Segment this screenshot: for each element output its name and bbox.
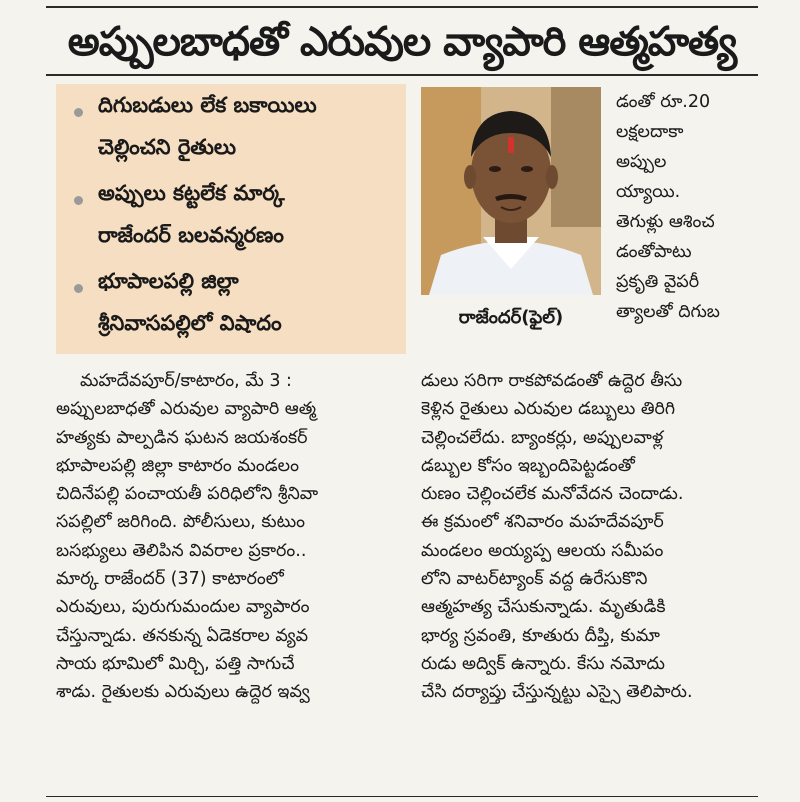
text-line: చేసి దర్యాప్తు చేస్తున్నట్టు ఎస్సై తెలిపారు.: [421, 682, 693, 703]
text-line: కెళ్లిన రైతులు ఎరువుల డబ్బులు తిరిగి: [421, 399, 676, 420]
text-line: లక్షలదాకా: [616, 122, 684, 142]
highlight-line: దిగుబడులు లేక బకాయిలు: [98, 93, 317, 117]
text-line: శాడు. రైతులకు ఎరువులు ఉద్దెర ఇవ్వ: [56, 682, 310, 703]
text-line: చిదినేపల్లి పంచాయతీ పరిధిలోని శ్రీనివా: [56, 484, 319, 505]
text-line: రుణం చెల్లించలేక మనోవేదన చెందాడు.: [421, 484, 684, 505]
text-line: డులు సరిగా రాకపోవడంతో ఉద్దెర తీసు: [421, 371, 683, 391]
highlight-line: చెల్లించని రైతులు: [98, 135, 237, 159]
highlight-line: శ్రీనివాసపల్లిలో విషాదం: [98, 311, 282, 335]
highlight-line: అప్పులు కట్టలేక మార్క: [98, 181, 285, 205]
text-line: సాయ భూమిలో మిర్చి, పత్తి సాగుచే: [56, 653, 295, 674]
right-column: [421, 367, 758, 707]
text-line: ప్రకృతి వైపరీ: [616, 272, 700, 292]
text-line: ఈ క్రమంలో శనివారం మహదేవపూర్: [421, 512, 664, 533]
portrait-photo: [421, 87, 601, 295]
text-line: ఆత్మహత్య చేసుకున్నాడు. మృతుడికి: [421, 597, 666, 618]
bullet-icon: [74, 108, 83, 117]
text-line: సపల్లిలో జరిగింది. పోలీసులు, కుటుం: [56, 512, 306, 533]
bullet-icon: [74, 284, 83, 293]
bullet-icon: [74, 196, 83, 205]
text-line: త్యాలతో దిగుబ: [616, 302, 720, 322]
text-line: మహదేవపూర్/కాటారం, మే 3 :: [80, 371, 292, 391]
text-line: య్యాయి.: [616, 182, 681, 202]
highlight-line: రాజేందర్ బలవన్మరణం: [98, 223, 284, 247]
text-line: బసభ్యులు తెలిపిన వివరాల ప్రకారం..: [56, 540, 307, 561]
text-line: లోని వాటర్‌ట్యాంక్ వద్ద ఉరేసుకొని: [421, 569, 648, 590]
text-line: భూపాలపల్లి జిల్లా కాటారం మండలం: [56, 455, 299, 476]
text-line: చెల్లించలేదు. బ్యాంకర్లు, అప్పులవాళ్ల: [421, 427, 664, 448]
headline: అప్పులబాధతో ఎరువుల వ్యాపారి ఆత్మహత్య: [67, 19, 737, 65]
text-line: మండలం అయ్యప్ప ఆలయ సమీపం: [421, 540, 664, 561]
text-line: డబ్బుల కోసం ఇబ్బందిపెట్టడంతో: [421, 455, 635, 476]
text-line: మార్క రాజేందర్ (37) కాటారంలో: [56, 569, 284, 590]
left-column: [56, 367, 401, 707]
text-line: డంతో రూ.20: [616, 92, 711, 112]
text-line: చేస్తున్నాడు. తనకున్న ఏడెకరాల వ్యవ: [56, 625, 309, 646]
bottom-rule: [46, 796, 758, 797]
headline-rule: [46, 74, 758, 76]
text-line: తెగుళ్లు ఆశించ: [616, 212, 715, 232]
highlight-line: భూపాలపల్లి జిల్లా: [98, 269, 239, 293]
right-narrow-column: [616, 87, 758, 327]
photo-caption: రాజేందర్(ఫైల్): [458, 307, 564, 328]
text-line: భార్య స్రవంతి, కూతురు దీప్తి, కుమా: [421, 625, 660, 646]
text-line: ఎరువులు, పురుగుమందుల వ్యాపారం: [56, 597, 310, 618]
text-line: అప్పులబాధతో ఎరువుల వ్యాపారి ఆత్మ: [56, 399, 317, 420]
highlights-box: [56, 84, 406, 354]
text-line: హత్యకు పాల్పడిన ఘటన జయశంకర్: [56, 427, 308, 448]
text-line: రుడు అద్విక్ ఉన్నారు. కేసు నమోదు: [421, 653, 665, 674]
top-rule: [46, 6, 758, 8]
text-line: డంతోపాటు: [616, 242, 692, 262]
text-line: అప్పుల: [616, 152, 667, 172]
